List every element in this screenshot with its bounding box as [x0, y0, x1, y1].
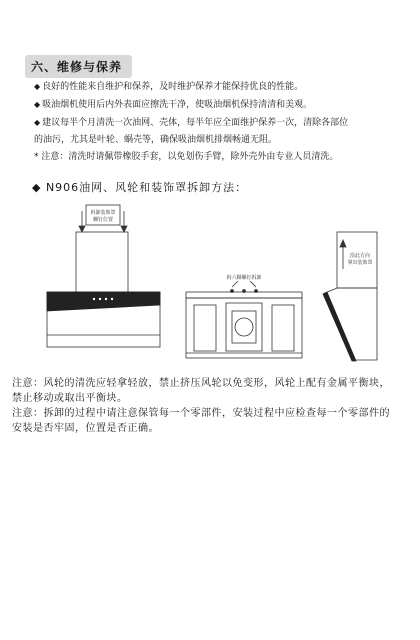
fan-inner: [232, 311, 256, 343]
bullet-item: [34, 114, 406, 132]
fig1-label-line2: 螺钉位置: [92, 217, 114, 223]
caution-text: * 注意：清洗时请佩带橡胶手套，以免划伤手臂，除外壳外由专业人员清洗。: [34, 152, 339, 162]
note-line: 注意：风轮的清洗应轻拿轻放，禁止挤压风轮以免变形，风轮上配有金属平衡块，: [12, 378, 390, 389]
control-button: [93, 298, 95, 300]
fan-wheel-icon: [235, 318, 253, 336]
right-filter: [272, 305, 294, 351]
fan-housing: [226, 303, 262, 351]
fig3-label-line2: 拿出装饰罩: [347, 260, 373, 266]
bullet-text: 吸油烟机使用后内外表面应擦洗干净，使吸油烟机保持清清和美观。: [42, 100, 313, 110]
subsection-title: ◆ N906油网、风轮和装饰罩拆卸方法：: [32, 181, 248, 194]
bullet-text: 建议每半个月清洗一次油网、壳体，每半年应全面维护保养一次，清除各部位: [42, 118, 349, 128]
control-button: [111, 298, 113, 300]
screw-icon: [243, 290, 246, 293]
bullet-item: [34, 78, 406, 96]
chimney-cover: [76, 232, 128, 292]
up-arrow-head: [340, 240, 346, 247]
pointer-line: [250, 281, 256, 287]
screw-icon: [255, 290, 258, 293]
bullet-item: [34, 96, 406, 114]
pointer-line: [232, 281, 238, 287]
left-arrow-head: [79, 226, 85, 232]
fig1-label-line1: 拆卸装饰罩: [90, 210, 116, 216]
notes-block: [12, 376, 412, 436]
right-arrow-head: [121, 226, 127, 232]
screw-icon: [231, 290, 234, 293]
note-line: 注意：拆卸的过程中请注意保管每一个零部件，安装过程中应检查每一个零部件的: [12, 408, 390, 419]
side-glass: [323, 292, 356, 361]
hood-bottom-view: [186, 281, 302, 358]
left-filter: [194, 305, 216, 351]
bottom-frame: [186, 298, 302, 358]
glass-panel: [47, 292, 160, 311]
fig2-label: 拆六颗螺钉拆卸: [226, 275, 262, 281]
note-line: 安装是否牢固，位置是否正确。: [12, 423, 159, 434]
section-title: 六、维修与保养: [25, 55, 132, 78]
hood-side-view: [323, 232, 377, 361]
bullet-continuation: 的油污，尤其是叶轮、蜗壳等，确保吸油烟机排烟畅通无阻。: [34, 135, 278, 145]
control-button: [105, 298, 107, 300]
bullet-text: 良好的性能来自维护和保养，及时维护保养才能保持优良的性能。: [42, 82, 304, 92]
note-line: 禁止移动或取出平衡块。: [12, 393, 128, 404]
control-button: [99, 298, 101, 300]
hood-front-view: [47, 205, 160, 347]
diamond-bullet-icon: ◆: [34, 118, 41, 127]
maintenance-bullets: [34, 78, 406, 166]
diamond-bullet-icon: ◆: [34, 100, 41, 109]
diamond-bullet-icon: ◆: [34, 82, 41, 91]
disassembly-diagrams: [0, 195, 420, 375]
fig3-label-line1: 沿此方向: [349, 253, 371, 259]
